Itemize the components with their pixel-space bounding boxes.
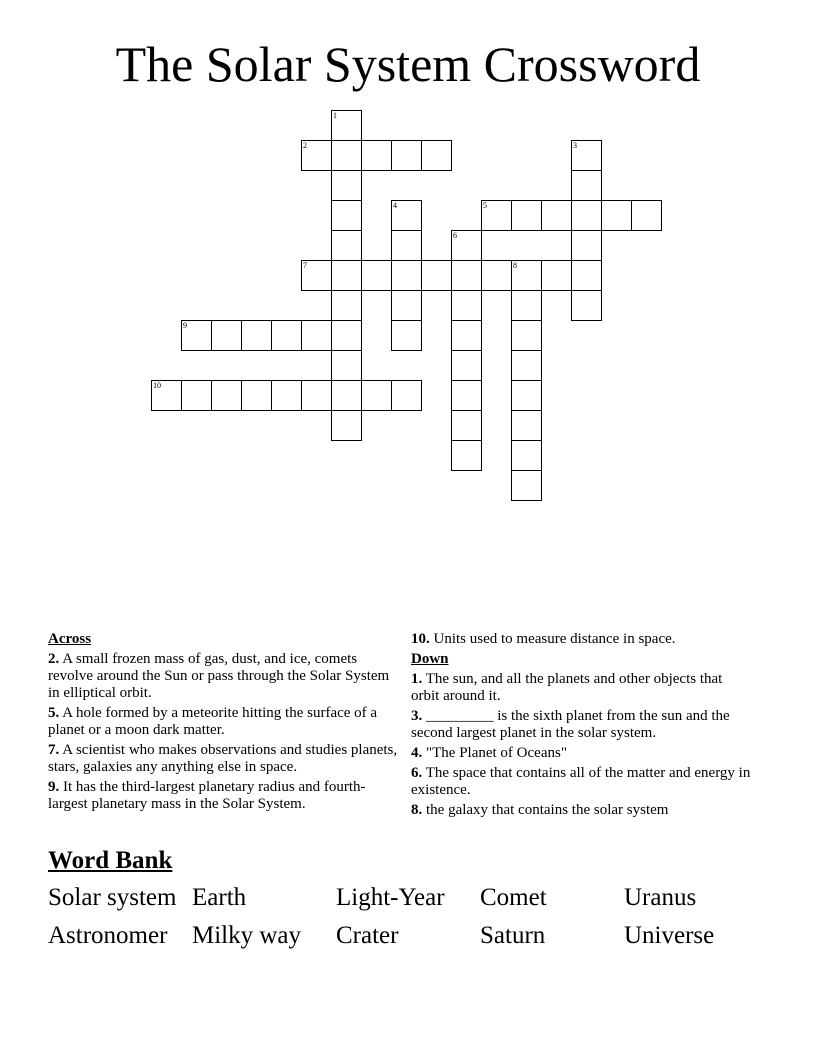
word-bank-word: Crater: [336, 922, 399, 949]
crossword-cell[interactable]: [331, 110, 362, 141]
clue-number-label: 4: [393, 201, 397, 210]
crossword-cell[interactable]: [571, 260, 602, 291]
word-bank-word: Earth: [192, 884, 247, 911]
crossword-cell[interactable]: [151, 380, 182, 411]
crossword-cell[interactable]: [391, 230, 422, 261]
crossword-cell[interactable]: [481, 200, 512, 231]
crossword-cell[interactable]: [511, 410, 542, 441]
crossword-cell[interactable]: [571, 230, 602, 261]
crossword-cell[interactable]: [271, 380, 302, 411]
crossword-cell[interactable]: [451, 320, 482, 351]
crossword-cell[interactable]: [511, 380, 542, 411]
clue-number-label: 8: [513, 261, 517, 270]
crossword-cell[interactable]: [361, 260, 392, 291]
crossword-cell[interactable]: [511, 200, 542, 231]
clue-number: 5.: [48, 705, 60, 721]
crossword-cell[interactable]: [511, 290, 542, 321]
crossword-cell[interactable]: [361, 140, 392, 171]
crossword-cell[interactable]: [631, 200, 662, 231]
crossword-cell[interactable]: [181, 380, 212, 411]
crossword-cell[interactable]: [451, 290, 482, 321]
crossword-cell[interactable]: [331, 320, 362, 351]
clue-text: The space that contains all of the matter and energy in existence.: [411, 765, 751, 798]
crossword-cell[interactable]: [301, 380, 332, 411]
crossword-cell[interactable]: [541, 260, 572, 291]
crossword-cell[interactable]: [391, 140, 422, 171]
crossword-cell[interactable]: [271, 320, 302, 351]
crossword-cell[interactable]: [451, 440, 482, 471]
crossword-cell[interactable]: [601, 200, 632, 231]
clue-number: 1.: [411, 671, 423, 687]
clue-text: _________ is the sixth planet from the sun and the second largest planet in the solar system.: [411, 708, 730, 741]
clues-column-left: [48, 631, 398, 816]
across-clue: [48, 705, 398, 739]
crossword-cell[interactable]: [451, 380, 482, 411]
crossword-cell[interactable]: [391, 200, 422, 231]
crossword-cell[interactable]: [331, 260, 362, 291]
word-bank-word: Uranus: [624, 884, 697, 911]
word-bank-heading: Word Bank: [48, 847, 173, 874]
clue-text: Units used to measure distance in space.: [433, 631, 676, 647]
crossword-cell[interactable]: [571, 290, 602, 321]
down-clue: [411, 745, 751, 762]
clue-text: A small frozen mass of gas, dust, and ice, comets revolve around the Sun or pass through the Solar System in elliptical orbit.: [48, 651, 390, 701]
clue-text: A hole formed by a meteorite hitting the surface of a planet or a moon dark matter.: [48, 705, 378, 738]
crossword-cell[interactable]: [451, 230, 482, 261]
down-clue: [411, 671, 751, 705]
clue-number: 6.: [411, 765, 423, 781]
page-title: The Solar System Crossword: [115, 36, 701, 92]
crossword-cell[interactable]: [331, 170, 362, 201]
crossword-cell[interactable]: [451, 260, 482, 291]
clue-text: "The Planet of Oceans": [426, 745, 567, 761]
crossword-cell[interactable]: [331, 140, 362, 171]
word-bank-word: Comet: [480, 884, 547, 911]
down-clue: [411, 708, 751, 742]
crossword-cell[interactable]: [301, 260, 332, 291]
clue-number-label: 7: [303, 261, 307, 270]
clue-number-label: 2: [303, 141, 307, 150]
crossword-cell[interactable]: [451, 350, 482, 381]
crossword-cell[interactable]: [511, 320, 542, 351]
crossword-cell[interactable]: [511, 260, 542, 291]
clue-number-label: 3: [573, 141, 577, 150]
word-bank-word: Astronomer: [48, 922, 168, 949]
clue-number-label: 10: [153, 381, 161, 390]
crossword-cell[interactable]: [571, 170, 602, 201]
clues-column-right: [411, 631, 751, 822]
crossword-cell[interactable]: [391, 290, 422, 321]
crossword-cell[interactable]: [511, 440, 542, 471]
clue-text: A scientist who makes observations and studies planets, stars, galaxies any anything else in space.: [48, 742, 398, 775]
down-clue: [411, 765, 751, 799]
crossword-cell[interactable]: [481, 260, 512, 291]
clue-number: 10.: [411, 631, 430, 647]
clue-number: 9.: [48, 779, 60, 795]
crossword-cell[interactable]: [571, 200, 602, 231]
crossword-cell[interactable]: [211, 320, 242, 351]
crossword-cell[interactable]: [211, 380, 242, 411]
clue-text: It has the third-largest planetary radius and fourth-largest planetary mass in the Solar System.: [48, 779, 366, 812]
across-clue: [411, 631, 751, 648]
clue-number: 3.: [411, 708, 423, 724]
crossword-cell[interactable]: [331, 230, 362, 261]
crossword-cell[interactable]: [181, 320, 212, 351]
crossword-cell[interactable]: [301, 140, 332, 171]
clue-number-label: 6: [453, 231, 457, 240]
crossword-cell[interactable]: [511, 470, 542, 501]
crossword-cell[interactable]: [391, 380, 422, 411]
crossword-cell[interactable]: [421, 260, 452, 291]
crossword-cell[interactable]: [391, 260, 422, 291]
crossword-cell[interactable]: [361, 380, 392, 411]
clue-number-label: 9: [183, 321, 187, 330]
clue-number: 4.: [411, 745, 423, 761]
word-bank-word: Light-Year: [336, 884, 445, 911]
word-bank-word: Saturn: [480, 922, 546, 949]
crossword-cell[interactable]: [391, 320, 422, 351]
clue-number: 7.: [48, 742, 60, 758]
crossword-cell[interactable]: [331, 350, 362, 381]
crossword-cell[interactable]: [241, 380, 272, 411]
clue-number-label: 5: [483, 201, 487, 210]
crossword-cell[interactable]: [451, 410, 482, 441]
crossword-cell[interactable]: [331, 290, 362, 321]
across-clue: [48, 779, 398, 813]
crossword-cell[interactable]: [331, 410, 362, 441]
word-bank-word: Solar system: [48, 884, 177, 911]
crossword-cell[interactable]: [331, 380, 362, 411]
crossword-cell[interactable]: [421, 140, 452, 171]
crossword-grid: [0, 0, 816, 520]
crossword-cell[interactable]: [511, 350, 542, 381]
word-bank-word: Universe: [624, 922, 715, 949]
across-clue: [48, 651, 398, 702]
across-heading: Across: [48, 631, 92, 647]
down-heading: Down: [411, 651, 449, 667]
clue-number-label: 1: [333, 111, 337, 120]
crossword-cell[interactable]: [301, 320, 332, 351]
word-bank-word: Milky way: [192, 922, 302, 949]
crossword-cell[interactable]: [541, 200, 572, 231]
across-clue: [48, 742, 398, 776]
clue-text: the galaxy that contains the solar system: [426, 802, 669, 818]
crossword-cell[interactable]: [331, 200, 362, 231]
clue-number: 8.: [411, 802, 423, 818]
clue-number: 2.: [48, 651, 60, 667]
clue-text: The sun, and all the planets and other objects that orbit around it.: [411, 671, 723, 704]
crossword-cell[interactable]: [241, 320, 272, 351]
crossword-cell[interactable]: [571, 140, 602, 171]
down-clue: [411, 802, 751, 819]
